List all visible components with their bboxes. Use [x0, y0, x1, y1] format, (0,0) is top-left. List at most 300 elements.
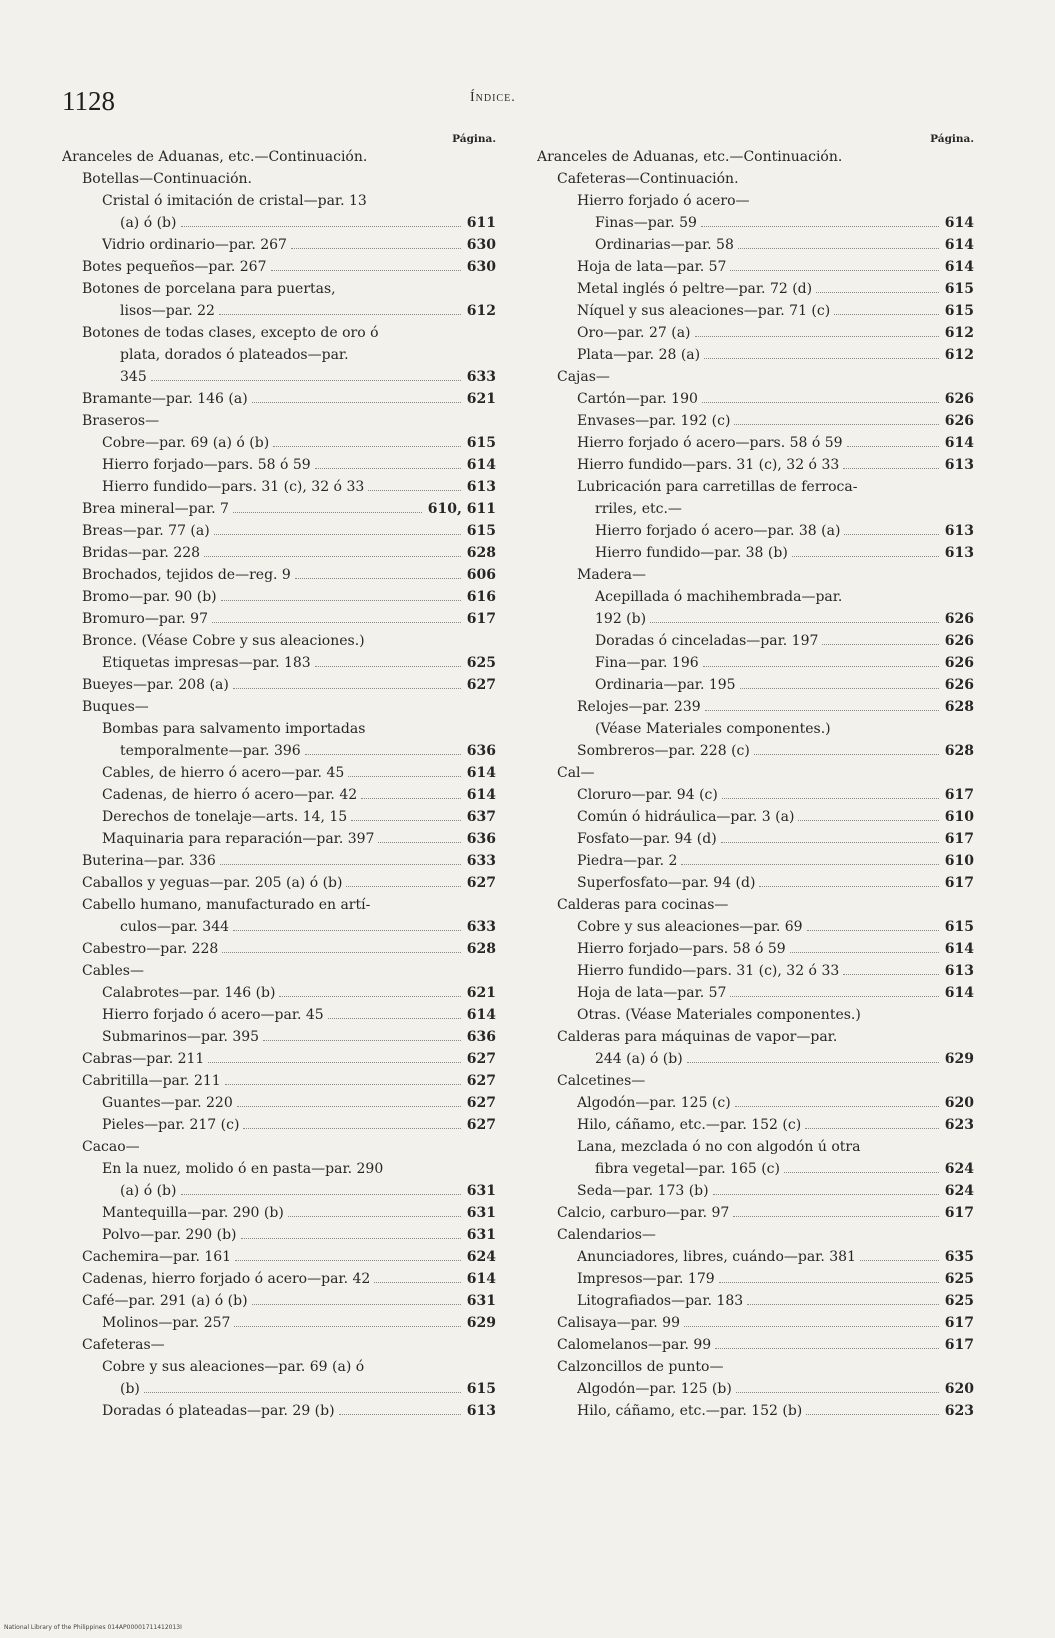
entry-page-ref: 615 [466, 1381, 496, 1397]
entry-page-ref: 617 [944, 1315, 974, 1331]
entry-text: fibra vegetal—par. 165 (c) [595, 1161, 780, 1177]
entry-page-ref: 612 [466, 303, 496, 319]
entry-text: Hierro fundido—pars. 31 (c), 32 ó 33 [102, 479, 365, 495]
entry-page-ref: 626 [944, 413, 974, 429]
entry-text: Níquel y sus aleaciones—par. 71 (c) [577, 303, 831, 319]
entry-text: 345 [120, 369, 147, 385]
entry-page-ref: 623 [944, 1403, 974, 1419]
index-heading: Acepillada ó machihembrada—par. [595, 589, 843, 605]
entry-page-ref: 631 [466, 1183, 496, 1199]
index-entry [537, 1158, 974, 1180]
dot-leader [368, 490, 461, 491]
entry-text: (b) [120, 1381, 140, 1397]
index-heading: Calderas para cocinas— [557, 897, 729, 913]
dot-leader [807, 930, 939, 931]
entry-page-ref: 617 [466, 611, 496, 627]
entry-page-ref: 613 [466, 1403, 496, 1419]
index-entry [62, 366, 496, 388]
index-entry [537, 1114, 974, 1136]
entry-text: Café—par. 291 (a) ó (b) [82, 1293, 248, 1309]
index-entry [537, 520, 974, 542]
dot-leader [721, 842, 939, 843]
index-heading: plata, dorados ó plateados—par. [120, 347, 349, 363]
dot-leader [348, 776, 461, 777]
dot-leader [234, 1326, 460, 1327]
dot-leader [144, 1392, 461, 1393]
index-entry [537, 1092, 974, 1114]
entry-page-ref: 636 [466, 743, 496, 759]
index-entry [537, 938, 974, 960]
entry-page-ref: 615 [466, 435, 496, 451]
entry-text: Buterina—par. 336 [82, 853, 216, 869]
dot-leader [328, 1018, 461, 1019]
entry-text: Sombreros—par. 228 (c) [577, 743, 750, 759]
dot-leader [219, 314, 461, 315]
entry-text: temporalmente—par. 396 [120, 743, 301, 759]
entry-text: Cobre—par. 69 (a) ó (b) [102, 435, 270, 451]
entry-text: Cabestro—par. 228 [82, 941, 219, 957]
index-entry [62, 388, 496, 410]
index-heading: Lana, mezclada ó no con algodón ú otra [577, 1139, 861, 1155]
index-heading: Otras. (Véase Materiales componentes.) [577, 1007, 861, 1023]
dot-leader [822, 644, 938, 645]
index-entry [62, 432, 496, 454]
entry-text: Bridas—par. 228 [82, 545, 201, 561]
index-entry [537, 982, 974, 1004]
entry-page-ref: 614 [944, 985, 974, 1001]
entry-page-ref: 617 [944, 875, 974, 891]
dot-leader [843, 468, 939, 469]
dot-leader [738, 248, 939, 249]
dot-leader [806, 1414, 938, 1415]
index-entry [537, 300, 974, 322]
index-heading: Hierro forjado ó acero— [577, 193, 750, 209]
index-entry [537, 1268, 974, 1290]
index-entry [537, 696, 974, 718]
entry-text: Mantequilla—par. 290 (b) [102, 1205, 284, 1221]
entry-page-ref: 614 [944, 259, 974, 275]
entry-page-ref: 626 [944, 611, 974, 627]
index-entry [62, 652, 496, 674]
entry-page-ref: 617 [944, 787, 974, 803]
entry-page-ref: 627 [466, 1117, 496, 1133]
index-entry [537, 1378, 974, 1400]
entry-text: Común ó hidráulica—par. 3 (a) [577, 809, 795, 825]
dot-leader [181, 1194, 461, 1195]
dot-leader [235, 1260, 461, 1261]
entry-page-ref: 615 [466, 523, 496, 539]
entry-text: lisos—par. 22 [120, 303, 215, 319]
entry-page-ref: 614 [944, 215, 974, 231]
dot-leader [241, 1238, 461, 1239]
dot-leader [701, 226, 939, 227]
dot-leader [719, 1282, 939, 1283]
entry-page-ref: 621 [466, 391, 496, 407]
dot-leader [734, 424, 938, 425]
entry-page-ref: 613 [466, 479, 496, 495]
index-entry [62, 850, 496, 872]
entry-page-ref: 606 [466, 567, 496, 583]
dot-leader [233, 930, 461, 931]
entry-text: Bromuro—par. 97 [82, 611, 208, 627]
entry-page-ref: 626 [944, 677, 974, 693]
index-heading: Calderas para máquinas de vapor—par. [557, 1029, 838, 1045]
index-entries [62, 146, 496, 1422]
index-heading: Calcetines— [557, 1073, 646, 1089]
entry-page-ref: 626 [944, 633, 974, 649]
entry-page-ref: 612 [944, 325, 974, 341]
entry-page-ref: 631 [466, 1293, 496, 1309]
entry-text: Doradas ó plateadas—par. 29 (b) [102, 1403, 335, 1419]
index-entry [62, 740, 496, 762]
entry-page-ref: 614 [466, 457, 496, 473]
dot-leader [221, 600, 461, 601]
entry-text: Hierro fundido—pars. 31 (c), 32 ó 33 [577, 457, 840, 473]
index-heading: Bronce. (Véase Cobre y sus aleaciones.) [82, 633, 365, 649]
index-column-right [537, 132, 974, 1422]
entry-text: Cobre y sus aleaciones—par. 69 [577, 919, 803, 935]
dot-leader [243, 1128, 460, 1129]
dot-leader [715, 1348, 939, 1349]
dot-leader [784, 1172, 939, 1173]
entry-page-ref: 627 [466, 875, 496, 891]
dot-leader [790, 952, 939, 953]
index-heading: En la nuez, molido ó en pasta—par. 290 [102, 1161, 384, 1177]
index-entry [537, 1400, 974, 1422]
entry-text: Hoja de lata—par. 57 [577, 259, 727, 275]
entry-page-ref: 628 [466, 941, 496, 957]
index-heading: Cabello humano, manufacturado en artí- [82, 897, 371, 913]
index-entry [537, 1246, 974, 1268]
dot-leader [713, 1194, 939, 1195]
index-entry [62, 234, 496, 256]
index-entry [62, 454, 496, 476]
entry-text: (a) ó (b) [120, 1183, 177, 1199]
dot-leader [374, 1282, 460, 1283]
entry-page-ref: 620 [944, 1381, 974, 1397]
dot-leader [279, 996, 460, 997]
entry-text: Hierro forjado—pars. 58 ó 59 [577, 941, 786, 957]
dot-leader [740, 688, 939, 689]
entry-page-ref: 629 [944, 1051, 974, 1067]
dot-leader [151, 380, 461, 381]
dot-leader [747, 1304, 939, 1305]
entry-page-ref: 616 [466, 589, 496, 605]
entry-text: Botes pequeños—par. 267 [82, 259, 267, 275]
dot-leader [291, 248, 461, 249]
entry-page-ref: 633 [466, 853, 496, 869]
entry-page-ref: 637 [466, 809, 496, 825]
entry-text: Hoja de lata—par. 57 [577, 985, 727, 1001]
index-entry [62, 1092, 496, 1114]
index-heading: Cafeteras— [82, 1337, 165, 1353]
dot-leader [181, 226, 461, 227]
dot-leader [271, 270, 461, 271]
entry-page-ref: 624 [466, 1249, 496, 1265]
entry-text: 192 (b) [595, 611, 647, 627]
entry-page-ref: 613 [944, 545, 974, 561]
index-heading: Cacao— [82, 1139, 140, 1155]
index-heading: (Véase Materiales componentes.) [595, 721, 831, 737]
index-entry [62, 476, 496, 498]
dot-leader [834, 314, 939, 315]
index-heading: Buques— [82, 699, 149, 715]
index-entry [537, 432, 974, 454]
index-entry [537, 234, 974, 256]
index-heading: rriles, etc.— [595, 501, 682, 517]
index-heading: Cobre y sus aleaciones—par. 69 (a) ó [102, 1359, 365, 1375]
entry-page-ref: 624 [944, 1161, 974, 1177]
entry-page-ref: 636 [466, 831, 496, 847]
dot-leader [208, 1062, 460, 1063]
entry-text: Cloruro—par. 94 (c) [577, 787, 718, 803]
entry-page-ref: 613 [944, 963, 974, 979]
entry-text: Calomelanos—par. 99 [557, 1337, 712, 1353]
page-number: 1128 [62, 86, 115, 116]
dot-leader [315, 666, 461, 667]
entry-page-ref: 611 [466, 215, 496, 231]
index-entry [62, 256, 496, 278]
entry-page-ref: 630 [466, 237, 496, 253]
entry-page-ref: 626 [944, 655, 974, 671]
entry-page-ref: 615 [944, 303, 974, 319]
entry-text: Brochados, tejidos de—reg. 9 [82, 567, 291, 583]
index-entry [537, 1312, 974, 1334]
index-entry [62, 806, 496, 828]
dot-leader [212, 622, 461, 623]
index-entry [537, 1202, 974, 1224]
entry-text: Ordinaria—par. 195 [595, 677, 736, 693]
entry-text: Plata—par. 28 (a) [577, 347, 701, 363]
entry-text: Hierro fundido—pars. 31 (c), 32 ó 33 [577, 963, 840, 979]
index-entry [62, 916, 496, 938]
entry-text: Maquinaria para reparación—par. 397 [102, 831, 375, 847]
dot-leader [346, 886, 460, 887]
entry-page-ref: 617 [944, 1337, 974, 1353]
dot-leader [730, 996, 938, 997]
entry-page-ref: 628 [944, 699, 974, 715]
entry-text: Cachemira—par. 161 [82, 1249, 232, 1265]
entry-text: Metal inglés ó peltre—par. 72 (d) [577, 281, 813, 297]
index-entry [62, 938, 496, 960]
entry-page-ref: 610 [944, 809, 974, 825]
dot-leader [351, 820, 461, 821]
entry-text: Algodón—par. 125 (b) [577, 1381, 732, 1397]
entry-page-ref: 628 [466, 545, 496, 561]
dot-leader [843, 974, 939, 975]
entry-page-ref: 610, 611 [427, 501, 496, 517]
entry-text: Hierro forjado ó acero—pars. 58 ó 59 [577, 435, 843, 451]
dot-leader [860, 1260, 939, 1261]
index-entry [537, 652, 974, 674]
index-entry [537, 388, 974, 410]
dot-leader [315, 468, 461, 469]
dot-leader [237, 1106, 461, 1107]
index-entry [62, 498, 496, 520]
entry-page-ref: 631 [466, 1227, 496, 1243]
dot-leader [305, 754, 461, 755]
entry-page-ref: 627 [466, 677, 496, 693]
dot-leader [288, 1216, 461, 1217]
dot-leader [705, 710, 939, 711]
index-entry [537, 542, 974, 564]
entry-text: Fina—par. 196 [595, 655, 699, 671]
scan-footer-note: National Library of the Philippines 014AP00001711412013I [4, 1624, 182, 1631]
entry-text: culos—par. 344 [120, 919, 230, 935]
index-entry [537, 630, 974, 652]
dot-leader [730, 270, 938, 271]
entry-text: Calisaya—par. 99 [557, 1315, 680, 1331]
index-entry [537, 872, 974, 894]
entry-page-ref: 630 [466, 259, 496, 275]
entry-page-ref: 614 [466, 1271, 496, 1287]
entry-page-ref: 614 [466, 765, 496, 781]
entry-page-ref: 615 [944, 919, 974, 935]
dot-leader [695, 336, 939, 337]
entry-page-ref: 625 [944, 1293, 974, 1309]
index-entries [537, 146, 974, 1422]
entry-page-ref: 621 [466, 985, 496, 1001]
dot-leader [252, 402, 461, 403]
running-head: Índice. [470, 90, 516, 105]
index-entry [62, 212, 496, 234]
index-entry [537, 322, 974, 344]
index-entry [537, 1334, 974, 1356]
entry-page-ref: 613 [944, 523, 974, 539]
entry-text: Hilo, cáñamo, etc.—par. 152 (b) [577, 1403, 803, 1419]
entry-text: Oro—par. 27 (a) [577, 325, 691, 341]
index-heading: Botones de todas clases, excepto de oro ó [82, 325, 379, 341]
entry-text: Relojes—par. 239 [577, 699, 701, 715]
entry-page-ref: 615 [944, 281, 974, 297]
index-entry [537, 806, 974, 828]
index-column-left [62, 132, 496, 1422]
entry-text: Cadenas, hierro forjado ó acero—par. 42 [82, 1271, 371, 1287]
index-entry [62, 1202, 496, 1224]
index-entry [62, 1312, 496, 1334]
index-entry [62, 762, 496, 784]
index-heading: Botones de porcelana para puertas, [82, 281, 336, 297]
index-entry [62, 1114, 496, 1136]
entry-text: Bueyes—par. 208 (a) [82, 677, 229, 693]
dot-leader [295, 578, 461, 579]
index-entry [537, 828, 974, 850]
page-column-header: Página. [452, 133, 496, 145]
entry-text: (a) ó (b) [120, 215, 177, 231]
entry-text: 244 (a) ó (b) [595, 1051, 683, 1067]
entry-text: Hierro forjado ó acero—par. 45 [102, 1007, 324, 1023]
entry-text: Caballos y yeguas—par. 205 (a) ó (b) [82, 875, 343, 891]
index-entry [62, 542, 496, 564]
dot-leader [805, 1128, 939, 1129]
dot-leader [225, 1084, 461, 1085]
entry-page-ref: 610 [944, 853, 974, 869]
index-entry [62, 1378, 496, 1400]
index-heading: Aranceles de Aduanas, etc.—Continuación. [62, 149, 368, 165]
dot-leader [735, 1106, 939, 1107]
entry-text: Bramante—par. 146 (a) [82, 391, 248, 407]
index-entry [62, 1180, 496, 1202]
index-entry [537, 850, 974, 872]
index-heading: Aranceles de Aduanas, etc.—Continuación. [537, 149, 843, 165]
index-entry [537, 410, 974, 432]
entry-page-ref: 613 [944, 457, 974, 473]
entry-page-ref: 627 [466, 1095, 496, 1111]
entry-text: Piedra—par. 2 [577, 853, 678, 869]
entry-text: Finas—par. 59 [595, 215, 697, 231]
entry-text: Bromo—par. 90 (b) [82, 589, 217, 605]
entry-text: Cartón—par. 190 [577, 391, 698, 407]
index-heading: Cables— [82, 963, 144, 979]
index-entry [62, 1070, 496, 1092]
index-entry [537, 1180, 974, 1202]
entry-text: Litografiados—par. 183 [577, 1293, 744, 1309]
index-entry [62, 520, 496, 542]
dot-leader [378, 842, 460, 843]
entry-page-ref: 625 [944, 1271, 974, 1287]
entry-text: Derechos de tonelaje—arts. 14, 15 [102, 809, 348, 825]
dot-leader [233, 688, 461, 689]
entry-text: Superfosfato—par. 94 (d) [577, 875, 756, 891]
index-heading: Braseros— [82, 413, 160, 429]
dot-leader [263, 1040, 461, 1041]
entry-text: Hilo, cáñamo, etc.—par. 152 (c) [577, 1117, 802, 1133]
entry-text: Calabrotes—par. 146 (b) [102, 985, 276, 1001]
entry-page-ref: 626 [944, 391, 974, 407]
entry-text: Polvo—par. 290 (b) [102, 1227, 237, 1243]
dot-leader [702, 402, 939, 403]
entry-text: Pieles—par. 217 (c) [102, 1117, 240, 1133]
entry-page-ref: 629 [466, 1315, 496, 1331]
entry-text: Ordinarias—par. 58 [595, 237, 734, 253]
entry-text: Seda—par. 173 (b) [577, 1183, 709, 1199]
index-entry [62, 1268, 496, 1290]
dot-leader [736, 1392, 939, 1393]
index-entry [62, 1004, 496, 1026]
entry-text: Cadenas, de hierro ó acero—par. 42 [102, 787, 358, 803]
index-heading: Cal— [557, 765, 595, 781]
entry-text: Brea mineral—par. 7 [82, 501, 229, 517]
entry-page-ref: 628 [944, 743, 974, 759]
dot-leader [798, 820, 938, 821]
entry-text: Algodón—par. 125 (c) [577, 1095, 731, 1111]
index-entry [62, 784, 496, 806]
index-heading: Cristal ó imitación de cristal—par. 13 [102, 193, 367, 209]
entry-page-ref: 635 [944, 1249, 974, 1265]
entry-text: Hierro forjado—pars. 58 ó 59 [102, 457, 311, 473]
dot-leader [681, 864, 938, 865]
entry-text: Hierro fundido—par. 38 (b) [595, 545, 788, 561]
index-entry [62, 872, 496, 894]
entry-page-ref: 617 [944, 1205, 974, 1221]
entry-page-ref: 614 [466, 787, 496, 803]
dot-leader [222, 952, 460, 953]
entry-text: Anunciadores, libres, cuándo—par. 381 [577, 1249, 856, 1265]
entry-page-ref: 633 [466, 369, 496, 385]
index-entry [537, 1290, 974, 1312]
index-entry [537, 344, 974, 366]
entry-page-ref: 627 [466, 1073, 496, 1089]
dot-leader [687, 1062, 939, 1063]
index-heading: Bombas para salvamento importadas [102, 721, 366, 737]
entry-page-ref: 612 [944, 347, 974, 363]
entry-text: Etiquetas impresas—par. 183 [102, 655, 311, 671]
index-entry [537, 960, 974, 982]
entry-text: Calcio, carburo—par. 97 [557, 1205, 730, 1221]
index-entry [62, 586, 496, 608]
index-entry [537, 278, 974, 300]
index-entry [537, 1048, 974, 1070]
